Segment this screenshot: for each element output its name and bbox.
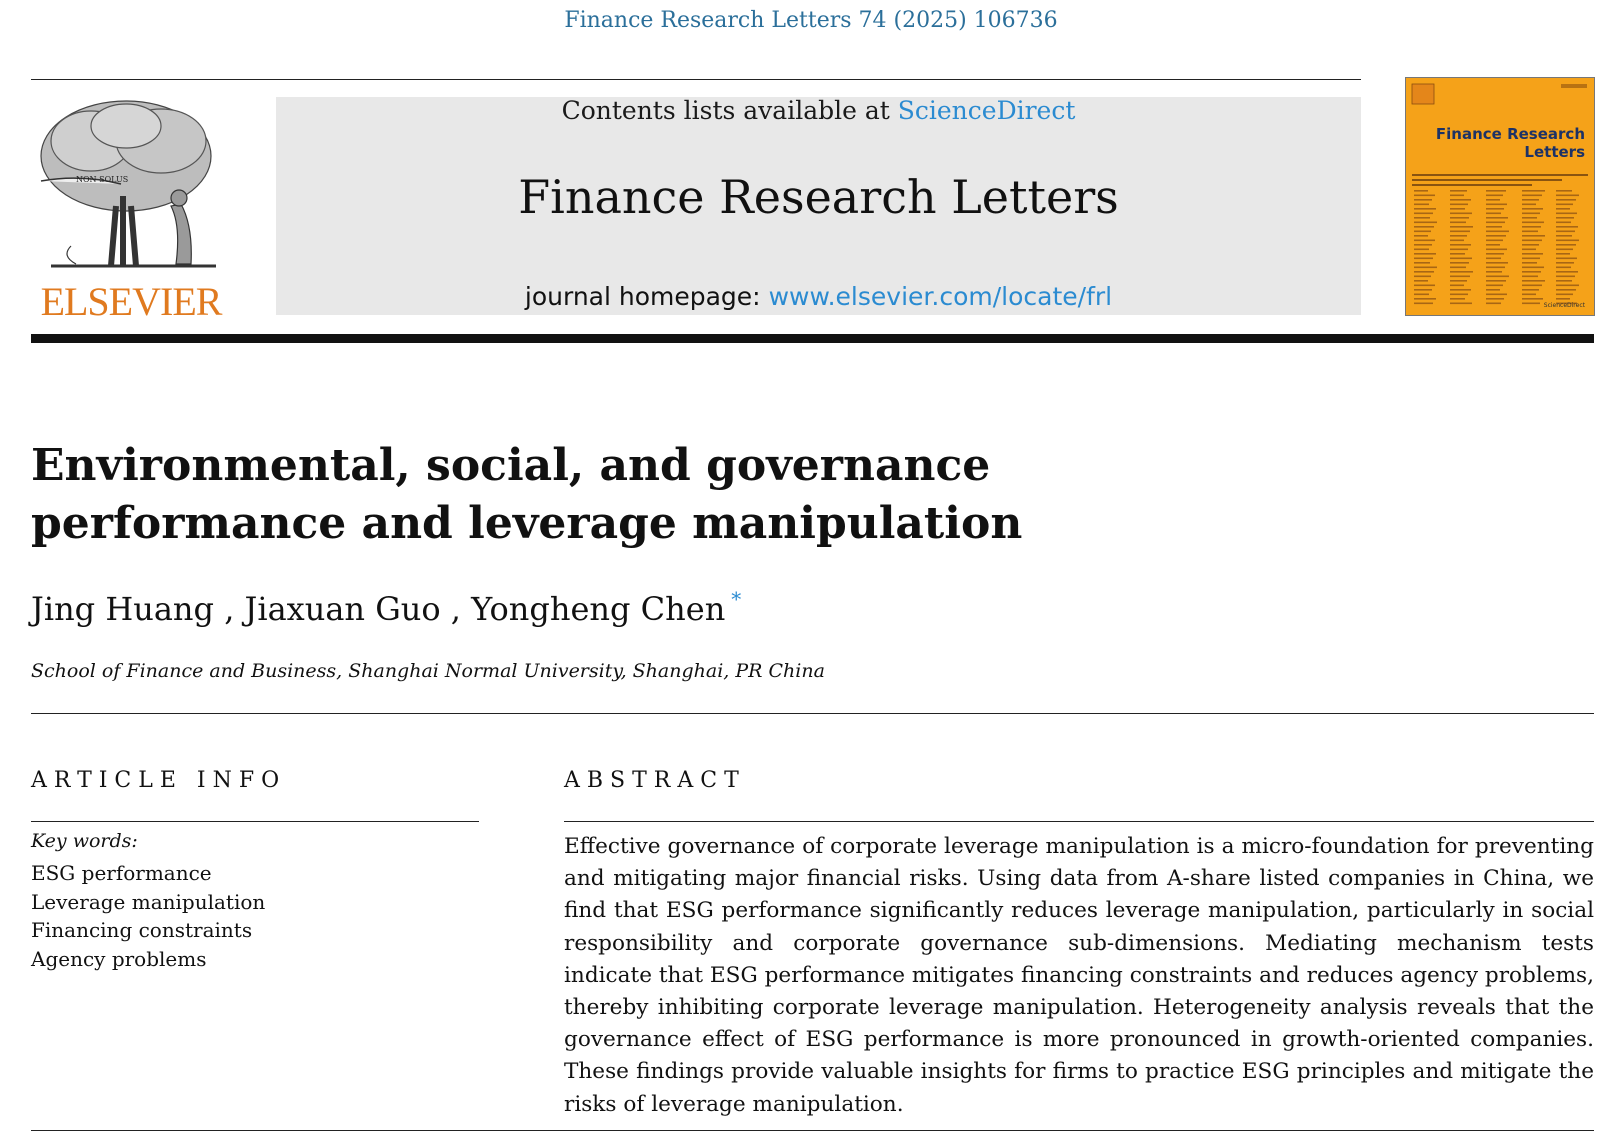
cover-text-line [1522,298,1543,300]
cover-text-line [1556,249,1573,251]
cover-text-line [1414,244,1432,246]
cover-text-line [1522,244,1539,246]
cover-title [1410,125,1585,161]
cover-text-line [1450,235,1467,237]
cover-text-line [1556,240,1579,242]
sciencedirect-link[interactable]: ScienceDirect [897,96,1076,125]
keyword-item: ESG performance [31,861,212,885]
cover-text-line [1556,199,1576,201]
cover-text-line [1556,204,1573,206]
cover-text-line [1522,294,1536,296]
cover-text-line [1486,289,1500,291]
cover-text-line [1414,249,1429,251]
cover-text-line [1556,289,1576,291]
cover-text-line [1450,289,1471,291]
keyword-item: Financing constraints [31,918,253,942]
cover-text-line [1450,262,1469,264]
cover-text-line [1450,249,1468,251]
cover-text-line [1450,199,1471,201]
cover-text-line [1556,231,1575,233]
cover-text-line [1522,208,1543,210]
journal-citation[interactable] [0,8,1622,33]
cover-text-line [1450,231,1470,233]
cover-text-line [1486,244,1500,246]
cover-text-line [1556,190,1572,192]
cover-text-line [1522,190,1545,192]
cover-text-line [1522,213,1540,215]
cover-text-line [1414,235,1428,237]
elsevier-wordmark: ELSEVIER [40,279,222,324]
cover-text-line [1414,258,1433,260]
cover-text-line [1486,298,1504,300]
cover-text-line [1486,285,1503,287]
citation-text[interactable]: Finance Research Letters 74 (2025) 106736 [564,8,1058,33]
cover-title-line2: Letters [1524,143,1585,161]
cover-text-line [1414,231,1431,233]
article-title: Environmental, social, and governance performance and leverage manipulation [31,440,1023,549]
cover-text-line [1486,240,1503,242]
cover-text-line [1486,235,1506,237]
cover-text-line [1414,204,1429,206]
bottom-divider [31,1130,1594,1131]
abstract-heading: ABSTRACT [564,768,746,793]
cover-text-line [1522,235,1545,237]
cover-text-line [1414,217,1430,219]
cover-text-line [1556,276,1575,278]
cover-text-line [1556,244,1576,246]
cover-text-line [1556,217,1574,219]
cover-text-line [1414,303,1433,305]
cover-text-line [1486,303,1501,305]
cover-text-line [1556,285,1579,287]
cover-text-line [1414,195,1435,197]
cover-text-line [1486,276,1509,278]
cover-text-line [1486,222,1505,224]
cover-text-line [1414,276,1431,278]
journal-homepage [276,282,1361,311]
cover-text-line [1414,289,1432,291]
cover-text-line [1414,208,1436,210]
cover-text-line [1414,199,1432,201]
cover-text-line [1414,253,1436,255]
cover-text-line [1486,190,1506,192]
cover-text-line [1486,258,1501,260]
cover-text-line [1522,271,1541,273]
cover-text-line [1450,258,1472,260]
cover-text-line [1450,195,1464,197]
cover-text-line [1522,222,1544,224]
cover-text-line [1522,217,1537,219]
cover-text-line [1450,240,1464,242]
cover-text-line [1450,217,1469,219]
keyword-item: Agency problems [31,946,207,971]
section-divider [31,713,1594,714]
cover-text-line [1556,271,1578,273]
cover-text-line [1556,208,1570,210]
cover-text-line [1450,226,1473,228]
cover-text-line [1486,280,1506,282]
cover-text-line [1414,294,1429,296]
cover-text-line [1414,285,1435,287]
cover-text-line [1556,226,1578,228]
cover-text-line [1486,267,1505,269]
cover-text-line [1556,235,1572,237]
cover-text-line [1486,195,1503,197]
cover-text-line [1556,262,1574,264]
cover-text-line [1450,276,1470,278]
cover-text-line [1450,294,1468,296]
cover-text-line [1556,267,1571,269]
cover-text-line [1522,240,1542,242]
cover-text-line [1450,213,1472,215]
cover-text-line [1414,222,1437,224]
cover-text-line [1522,231,1538,233]
homepage-prefix: journal homepage: [524,282,769,311]
journal-name: Finance Research Letters [518,170,1119,224]
keywords-label: Key words: [31,830,138,852]
article-info-divider [31,821,479,822]
contents-availability [276,96,1361,125]
cover-text-line [1522,195,1542,197]
top-divider [31,79,1361,80]
cover-text-line [1556,253,1570,255]
corresponding-author-icon[interactable]: * [731,587,742,611]
cover-text-line [1414,271,1434,273]
keyword-list [31,859,265,973]
cover-text-line [1522,289,1539,291]
cover-text-line [1450,303,1472,305]
cover-text-line [1486,199,1500,201]
cover-text-line [1450,222,1466,224]
cover-text-line [1522,226,1541,228]
cover-text-line [1486,213,1501,215]
cover-text-line [1414,262,1430,264]
cover-text-line [1556,222,1571,224]
cover-text-line [1450,190,1467,192]
cover-text-line [1486,231,1509,233]
cover-text-line [1450,253,1465,255]
authors-text[interactable]: Jing Huang , Jiaxuan Guo , Yongheng Chen [31,590,726,628]
cover-text-line [1556,280,1572,282]
cover-text-line [1486,253,1504,255]
homepage-link[interactable]: www.elsevier.com/locate/frl [768,282,1113,311]
cover-text-line [1522,253,1543,255]
svg-text:NON SOLUS: NON SOLUS [76,175,129,184]
cover-text-line [1486,271,1502,273]
contents-prefix: Contents lists available at [561,96,898,125]
cover-text-line [1522,276,1538,278]
cover-text-line [1486,249,1507,251]
cover-text-line [1414,226,1434,228]
cover-text-line [1522,249,1536,251]
author-list [31,587,742,628]
cover-text-line [1522,285,1542,287]
cover-text-line [1522,199,1539,201]
abstract-divider [564,821,1594,822]
cover-text-line [1556,298,1570,300]
article-info-heading: ARTICLE INFO [31,768,287,793]
journal-cover-image[interactable] [1405,77,1595,316]
abstract-text: Effective governance of corporate leverage manipulation is a micro-foundation for preventing and mitigating major financial risks. Using data from A-share listed companies in China, we find that ESG performance significantly reduces leverage manipulation, particularly in social responsibility and corporate governance sub-dimensions. Mediating mechanism tests indicate that ESG performance mitigates financing constraints and reduces agency problems, thereby inhibiting corporate leverage manipulation. Heterogeneity analysis reveals that the governance effect of ESG performance is more pronounced in growth-oriented companies. These findings provide valuable insights for firms to practice ESG principles and mitigate the risks of leverage manipulation. [564,834,1594,1117]
cover-text-line [1522,258,1540,260]
cover-text-line [1450,298,1465,300]
cover-text-line [1556,294,1573,296]
cover-text-line [1486,208,1504,210]
cover-text-line [1556,258,1577,260]
cover-text-line [1556,213,1577,215]
cover-text-line [1414,240,1435,242]
cover-text-line [1414,267,1437,269]
cover-text-line [1450,208,1465,210]
cover-text-line [1450,244,1471,246]
cover-text-line [1486,294,1507,296]
cover-text-line [1522,267,1544,269]
cover-text-line [1522,280,1545,282]
cover-text-line [1486,262,1508,264]
header-thick-divider [31,334,1594,343]
keyword-item: Leverage manipulation [31,889,266,914]
cover-text-line [1522,262,1537,264]
cover-text-line [1450,285,1464,287]
cover-text-line [1414,190,1428,192]
cover-text-line [1414,298,1436,300]
cover-footer: ScienceDirect [1543,302,1585,309]
cover-text-line [1450,280,1467,282]
cover-text-line [1450,204,1468,206]
cover-text-line [1486,217,1508,219]
cover-text-line [1556,195,1579,197]
cover-text-line [1486,226,1502,228]
cover-text-line [1522,204,1536,206]
cover-text-line [1414,280,1428,282]
cover-text-line [1414,213,1433,215]
cover-text-line [1450,267,1466,269]
cover-title-line1: Finance Research [1435,125,1585,143]
cover-text-line [1486,204,1507,206]
affiliation: School of Finance and Business, Shanghai Normal University, Shanghai, PR China [31,660,825,682]
cover-text-line [1450,271,1473,273]
